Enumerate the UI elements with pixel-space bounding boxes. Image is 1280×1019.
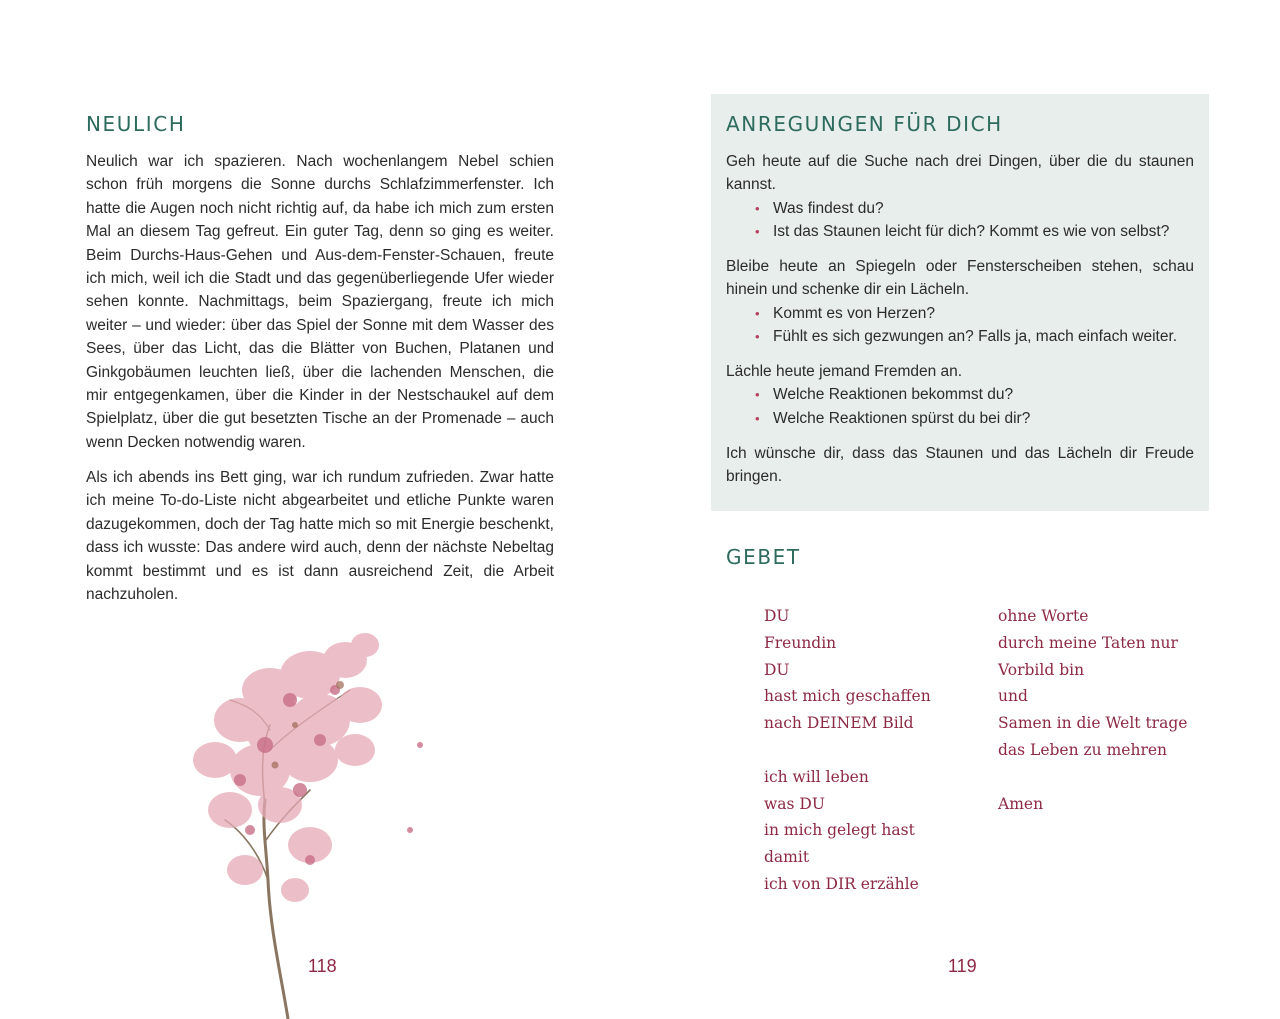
suggestion-block (726, 442, 1194, 489)
prayer-line: durch meine Taten nur (998, 633, 1178, 652)
body-paragraph-1: Neulich war ich spazieren. Nach wochenlangem Nebel schien schon früh morgens die Sonne durchs Schlafzimmerfenster. Ich hatte die Augen noch nicht richtig auf, da habe ich mich zum ersten Mal an diesem Tag gefreut. Ein guter Tag, denn so ging es weiter. Beim Durchs-Haus-Gehen und Aus-dem-Fenster-Schauen, freute ich mich, weil ich die Stadt und das gegenüberliegende Ufer wieder sehen konnte. Nachmittags, beim Spaziergang, freute ich mich weiter – und wieder: über das Spiel der Sonne mit dem Wasser des Sees, über das Licht, das die Blätter von Buchen, Platanen und Ginkgobäumen leuchten ließ, über die lachenden Menschen, die mir entgegenkamen, über die Kinder in der Nestschaukel auf dem Spielplatz, über die gut besetzten Tische an der Promenade – auch wenn Decken notwendig waren. (86, 153, 554, 451)
bullet-icon: • (755, 329, 760, 345)
bullet-icon: • (755, 410, 760, 426)
list-item: • Fühlt es sich gezwungen an? Falls ja, mach einfach weiter. (773, 325, 1194, 348)
list-item: • Ist das Staunen leicht für dich? Kommt es wie von selbst? (773, 220, 1194, 243)
suggestion-block (726, 150, 1194, 244)
suggestion-text: Lächle heute jemand Fremden an. (726, 363, 963, 380)
suggestion-list (726, 383, 1194, 430)
prayer-line: ich von DIR erzähle (764, 874, 919, 893)
page-number-right: 119 (948, 956, 977, 976)
prayer-line: in mich gelegt hast (764, 821, 915, 840)
prayer-line: DU (764, 607, 790, 625)
bullet-icon: • (755, 387, 760, 403)
prayer-line: was DU (764, 794, 825, 813)
prayer-line (764, 737, 931, 764)
prayer-line: damit (764, 848, 810, 867)
prayer-line: Amen (998, 794, 1044, 813)
body-paragraph-2: Als ich abends ins Bett ging, war ich rundum zufrieden. Zwar hatte ich meine To-do-Liste nicht abgearbeitet und etliche Punkte waren dazugekommen, doch der Tag hatte mich so mit Energie beschenkt, dass ich wusste: Das andere wird auch, denn der nächste Nebeltag kommt bestimmt und es ist dann ausreichend Zeit, die Arbeit nachzuholen. (86, 469, 554, 604)
prayer-line: das Leben zu mehren (998, 740, 1168, 759)
suggestion-block (726, 255, 1194, 349)
suggestion-block (726, 360, 1194, 430)
suggestion-closing-text: Ich wünsche dir, dass das Staunen und das Lächeln dir Freude bringen. (726, 445, 1194, 486)
prayer-line: Vorbild bin (998, 660, 1085, 679)
bullet-icon: • (755, 200, 760, 216)
list-item: • Kommt es von Herzen? (773, 302, 1194, 325)
section-heading-gebet: GEBET (726, 545, 801, 569)
prayer-line: Freundin (764, 633, 837, 652)
bullet-icon: • (755, 305, 760, 321)
prayer-line: ohne Worte (998, 607, 1089, 625)
prayer-line (998, 764, 1187, 791)
page-number-left: 118 (308, 956, 337, 976)
suggestion-list (726, 302, 1194, 349)
prayer-column-left (764, 603, 931, 898)
prayer-line: ich will leben (764, 767, 869, 786)
prayer-line: DU (764, 660, 790, 679)
prayer-line: und (998, 687, 1028, 706)
prayer-line: nach DEINEM Bild (764, 714, 914, 733)
list-item: • Was findest du? (773, 197, 1194, 220)
suggestion-list (726, 197, 1194, 244)
section-heading-neulich: NEULICH (86, 112, 186, 136)
suggestion-text: Geh heute auf die Suche nach drei Dingen, über die du staunen kannst. (726, 153, 1194, 194)
prayer-line: Samen in die Welt trage (998, 714, 1188, 733)
suggestion-text: Bleibe heute an Spiegeln oder Fensterscheiben stehen, schau hinein und schenke dir ein Lächeln. (726, 258, 1194, 299)
prayer-line: hast mich geschaffen (764, 687, 931, 706)
section-heading-anregungen: ANREGUNGEN FÜR DICH (726, 112, 1003, 136)
prayer-column-right (998, 603, 1187, 817)
bullet-icon: • (755, 224, 760, 240)
list-item: • Welche Reaktionen bekommst du? (773, 383, 1194, 406)
cherry-blossom-illustration (170, 630, 440, 1019)
list-item: • Welche Reaktionen spürst du bei dir? (773, 407, 1194, 430)
